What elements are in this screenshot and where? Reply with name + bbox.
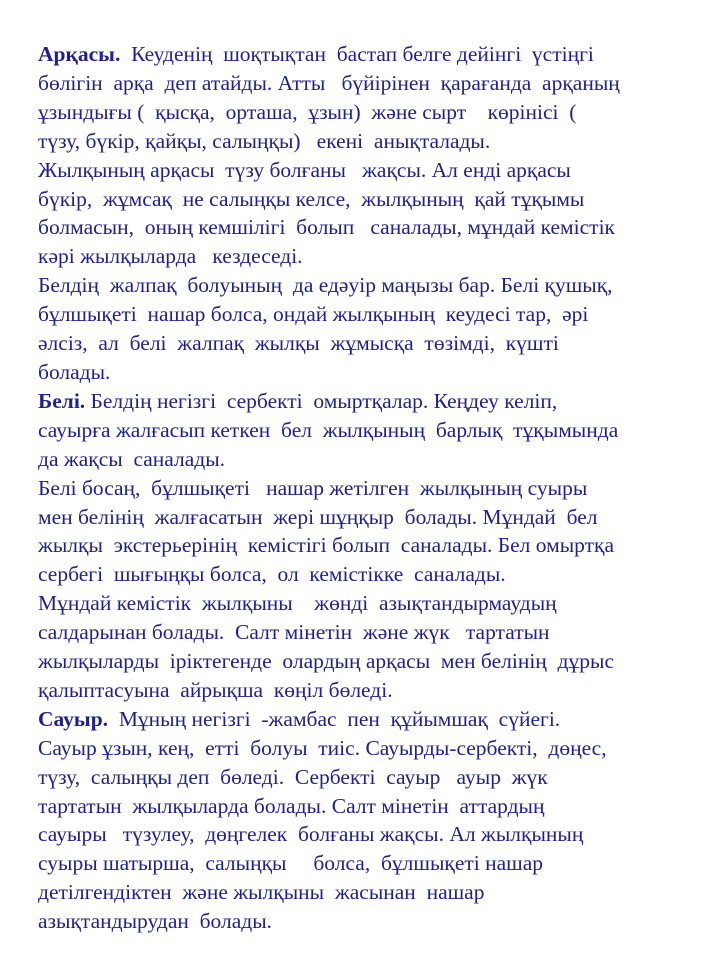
line-text: Мұндай кемістік жылқыны жөнді азықтандырмаудың — [38, 591, 557, 616]
text-line — [38, 589, 698, 618]
line-text: кәрі жылқыларда кездеседі. — [38, 244, 303, 269]
line-text: түзу, салыңқы деп бөледі. Сербекті сауыр ауыр жүк — [38, 764, 548, 789]
line-text: Белдің жалпақ болуының да едәуір маңызы бар. Белі қушық, — [38, 273, 613, 298]
section-heading: Белі. — [38, 388, 86, 413]
text-line — [38, 792, 698, 821]
line-text: детілгендіктен және жылқыны жасынан нашар — [38, 880, 485, 905]
text-line — [38, 705, 698, 734]
text-line — [38, 907, 698, 936]
text-line — [38, 69, 698, 98]
line-text: бүкір, жұмсақ не салыңқы келсе, жылқының қай тұқымы — [38, 186, 585, 211]
text-line — [38, 40, 698, 69]
text-line — [38, 503, 698, 532]
text-line — [38, 849, 698, 878]
text-line — [38, 878, 698, 907]
text-line — [38, 213, 698, 242]
text-line — [38, 358, 698, 387]
line-text: Мұның негізгі -жамбас пен құйымшақ сүйегі. — [108, 706, 561, 731]
text-line — [38, 820, 698, 849]
text-line — [38, 127, 698, 156]
line-text: сауыры түзулеу, дөңгелек болғаны жақсы. Ал жылқының — [38, 822, 584, 847]
line-text: жылқы экстерьерінің кемістігі болып саналады. Бел омыртқа — [38, 533, 615, 558]
line-text: сербегі шығыңқы болса, ол кемістікке саналады. — [38, 562, 506, 587]
line-text: сауырға жалғасып кеткен бел жылқының барлық тұқымында — [38, 417, 619, 442]
line-text: суыры шатырша, салыңқы болса, бұлшықеті нашар — [38, 851, 544, 876]
text-line — [38, 329, 698, 358]
text-line — [38, 242, 698, 271]
line-text: ұзындығы ( қысқа, орташа, ұзын) және сырт көрінісі ( — [38, 99, 577, 124]
text-line — [38, 763, 698, 792]
text-line — [38, 618, 698, 647]
text-line — [38, 156, 698, 185]
line-text: азықтандырудан болады. — [38, 909, 273, 934]
text-line — [38, 531, 698, 560]
line-text: болады. — [38, 359, 111, 384]
line-text: Кеуденің шоқтықтан бастап белге дейінгі үстіңгі — [120, 42, 594, 66]
line-text: түзу, бүкір, қайқы, салыңқы) екені анықталады. — [38, 128, 491, 153]
line-text: Жылқының арқасы түзу болғаны жақсы. Ал енді арқасы — [38, 157, 571, 182]
text-line — [38, 271, 698, 300]
section-heading: Арқасы. — [38, 42, 121, 66]
text-line — [38, 560, 698, 589]
line-text: Белі босаң, бұлшықеті нашар жетілген жылқының суыры — [38, 475, 588, 500]
text-line — [38, 734, 698, 763]
text-line — [38, 185, 698, 214]
text-line — [38, 387, 698, 416]
section-heading: Сауыр. — [38, 706, 109, 731]
text-line — [38, 445, 698, 474]
text-line — [38, 416, 698, 445]
text-line — [38, 300, 698, 329]
line-text: салдарынан болады. Салт мінетін және жүк тартатын — [38, 620, 550, 645]
line-text: бұлшықеті нашар болса, ондай жылқының кеудесі тар, әрі — [38, 302, 589, 327]
text-line — [38, 98, 698, 127]
line-text: тартатын жылқыларда болады. Салт мінетін аттардың — [38, 793, 545, 818]
line-text: Белдің негізгі сербекті омыртқалар. Кеңдеу келіп, — [85, 388, 558, 413]
line-text: жылқыларды іріктегенде олардың арқасы мен белінің дұрыс — [38, 649, 614, 674]
line-text: мен белінің жалғасатын жері шұңқыр болады. Мұндай бел — [38, 504, 598, 529]
line-text: әлсіз, ал белі жалпақ жылқы жұмысқа төзімді, күшті — [38, 331, 559, 356]
text-line — [38, 676, 698, 705]
line-text: бөлігін арқа деп атайды. Атты бүйірінен қарағанда арқаның — [38, 70, 620, 95]
document-body — [38, 40, 698, 936]
text-line — [38, 647, 698, 676]
text-line — [38, 474, 698, 503]
line-text: да жақсы саналады. — [38, 446, 226, 471]
line-text: қалыптасуына айрықша көңіл бөледі. — [38, 677, 393, 702]
line-text: болмасын, оның кемшілігі болып саналады, мұндай кемістік — [38, 215, 615, 240]
line-text: Сауыр ұзын, кең, етті болуы тиіс. Сауырды-сербекті, дөңес, — [38, 735, 607, 760]
